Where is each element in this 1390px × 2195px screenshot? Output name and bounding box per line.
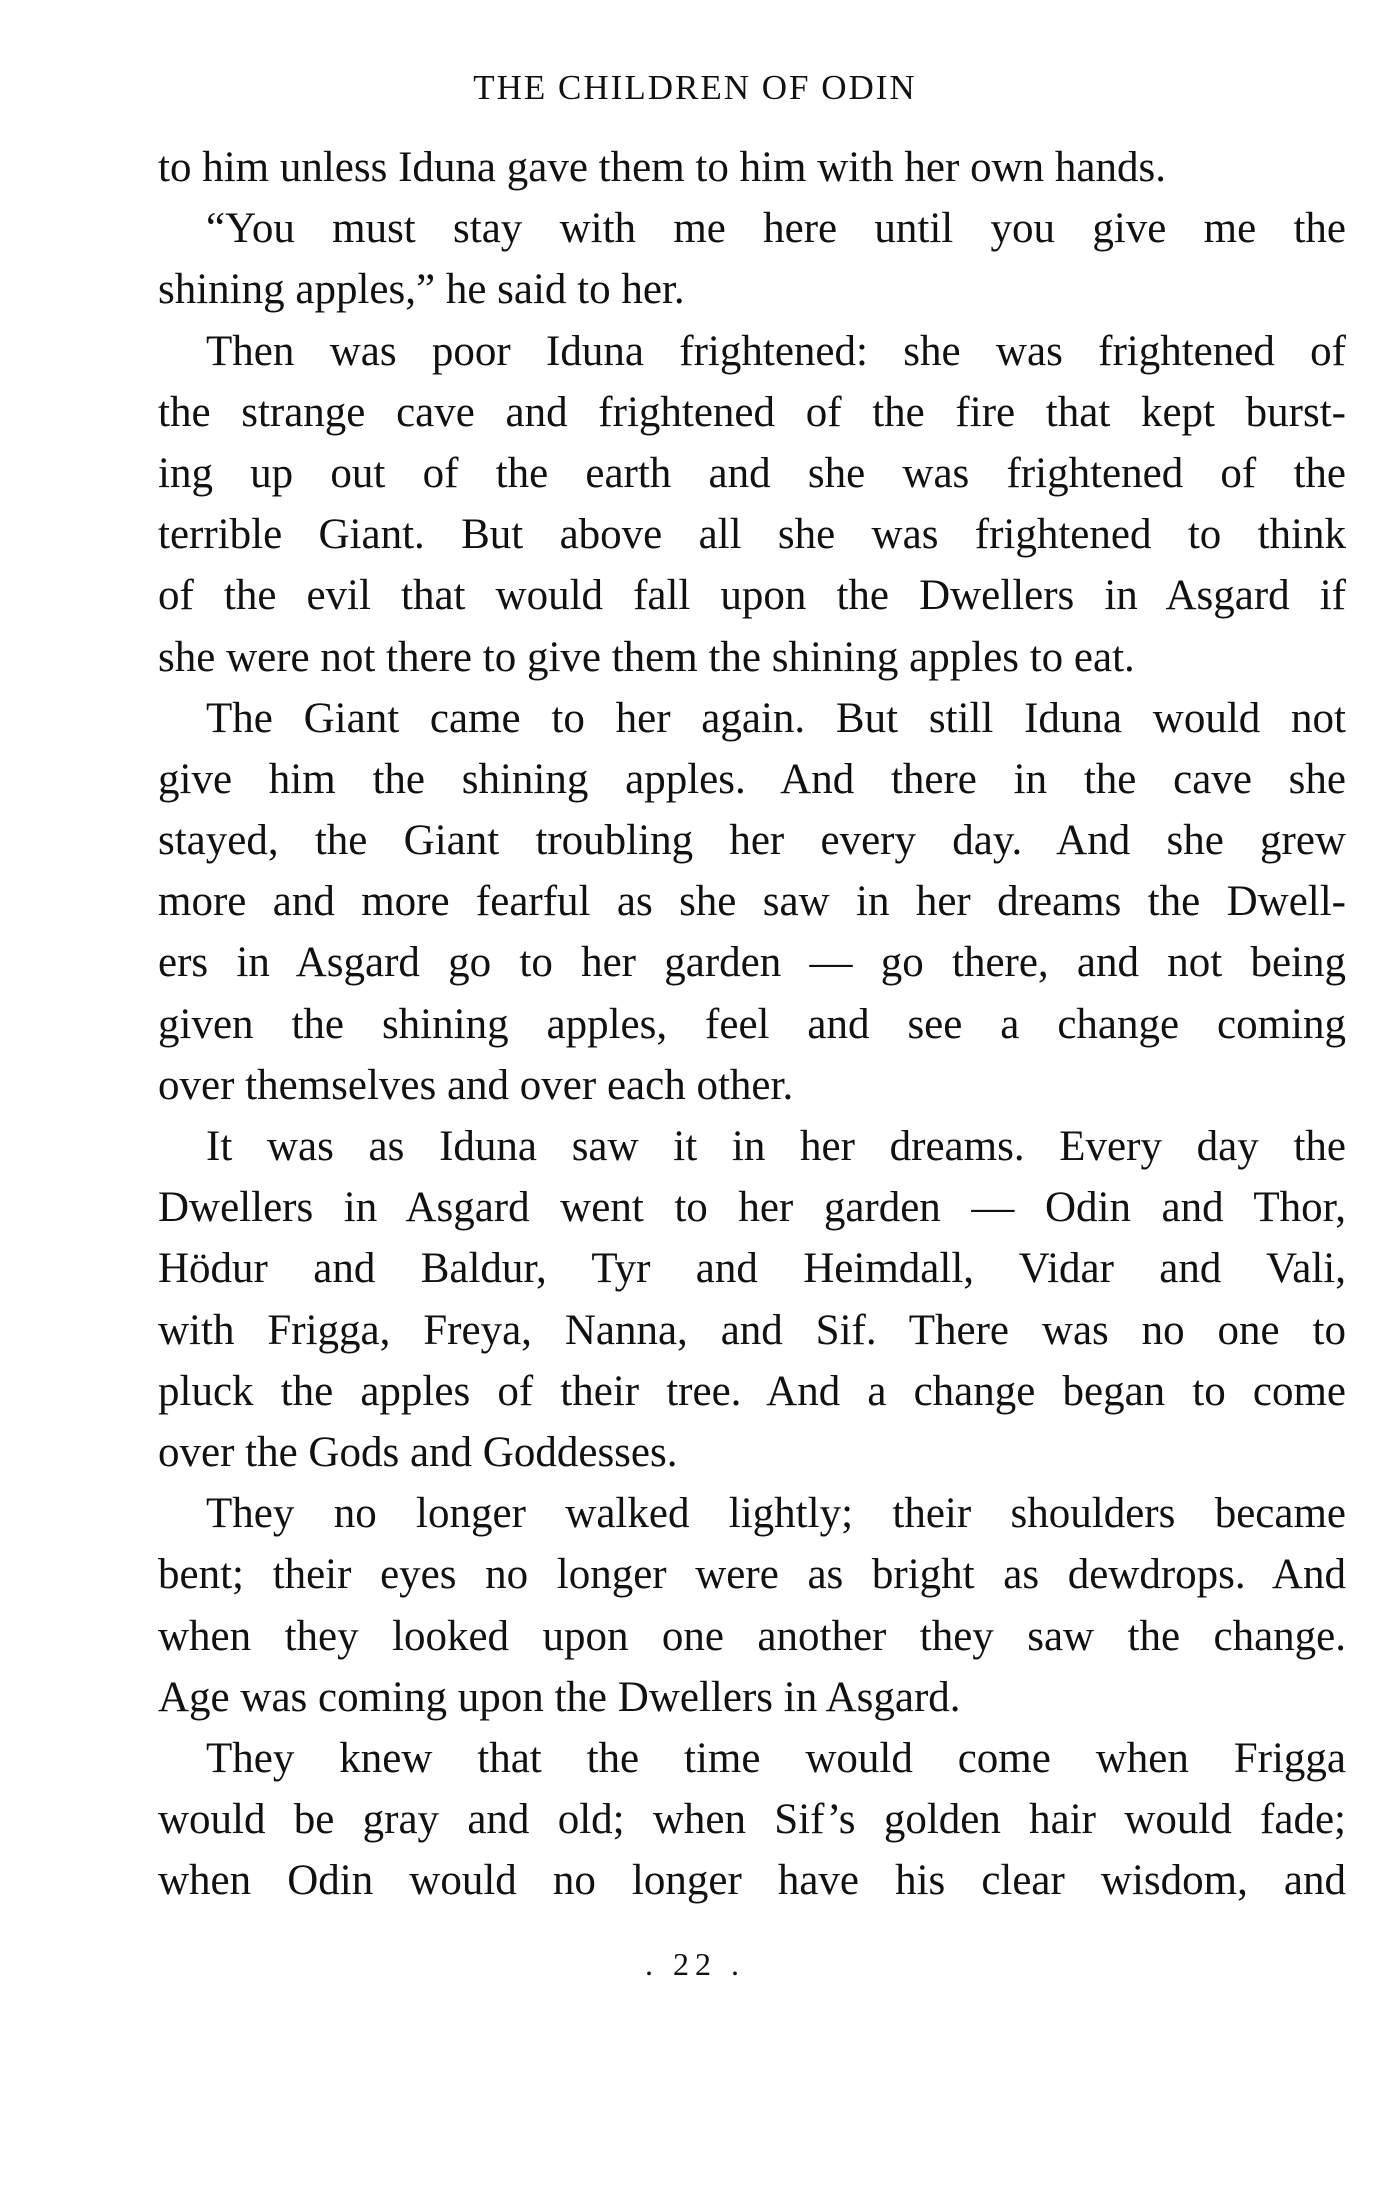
text-line: Hödur and Baldur, Tyr and Heimdall, Vidar and Vali,	[158, 1245, 1346, 1293]
text-line: “You must stay with me here until you give me the	[206, 205, 1346, 253]
text-line: Then was poor Iduna frightened: she was frightened of	[206, 327, 1346, 375]
text-line: shining apples,” he said to her.	[158, 266, 685, 314]
text-line: It was as Iduna saw it in her dreams. Every day the	[206, 1123, 1346, 1170]
paragraph	[158, 688, 1346, 1116]
text-line: given the shining apples, feel and see a change coming	[158, 1000, 1346, 1048]
text-line: give him the shining apples. And there in the cave she	[158, 755, 1346, 803]
text-line: The Giant came to her again. But still Iduna would not	[206, 694, 1346, 742]
text-line: stayed, the Giant troubling her every day. And she grew	[158, 817, 1346, 865]
text-line: she were not there to give them the shining apples to eat.	[158, 633, 1135, 681]
text-line: when they looked upon one another they saw the change.	[158, 1612, 1346, 1660]
text-line: with Frigga, Freya, Nanna, and Sif. There was no one to	[158, 1306, 1346, 1354]
text-line: Age was coming upon the Dwellers in Asgard.	[158, 1673, 961, 1721]
paragraph	[158, 198, 1346, 320]
text-line: They no longer walked lightly; their shoulders became	[206, 1490, 1346, 1538]
paragraph	[158, 1728, 1346, 1912]
text-line: ing up out of the earth and she was frightened of the	[158, 449, 1346, 497]
text-line: more and more fearful as she saw in her dreams the Dwell-	[158, 878, 1346, 926]
text-line: would be gray and old; when Sif’s golden hair would fade;	[158, 1796, 1346, 1844]
text-line: Dwellers in Asgard went to her garden — Odin and Thor,	[158, 1184, 1346, 1232]
text-line: over themselves and over each other.	[158, 1061, 794, 1109]
text-line: terrible Giant. But above all she was frightened to think	[158, 511, 1346, 559]
paragraph	[158, 1116, 1346, 1483]
page-number: . 22 .	[645, 1946, 745, 1982]
running-head: THE CHILDREN OF ODIN	[473, 68, 917, 107]
paragraph	[158, 321, 1346, 688]
text-line: when Odin would no longer have his clear wisdom, and	[158, 1857, 1346, 1905]
text-line: pluck the apples of their tree. And a change began to come	[158, 1367, 1346, 1415]
paragraph	[158, 137, 1346, 198]
text-line: to him unless Iduna gave them to him with her own hands.	[158, 144, 1166, 191]
text-line: bent; their eyes no longer were as bright as dewdrops. And	[158, 1551, 1346, 1599]
body-text	[158, 137, 1346, 1911]
text-line: They knew that the time would come when Frigga	[206, 1734, 1346, 1782]
text-line: the strange cave and frightened of the fire that kept burst-	[158, 388, 1346, 436]
text-line: ers in Asgard go to her garden — go there, and not being	[158, 939, 1346, 987]
paragraph	[158, 1483, 1346, 1728]
text-line: of the evil that would fall upon the Dwellers in Asgard if	[158, 572, 1346, 620]
text-line: over the Gods and Goddesses.	[158, 1428, 678, 1476]
